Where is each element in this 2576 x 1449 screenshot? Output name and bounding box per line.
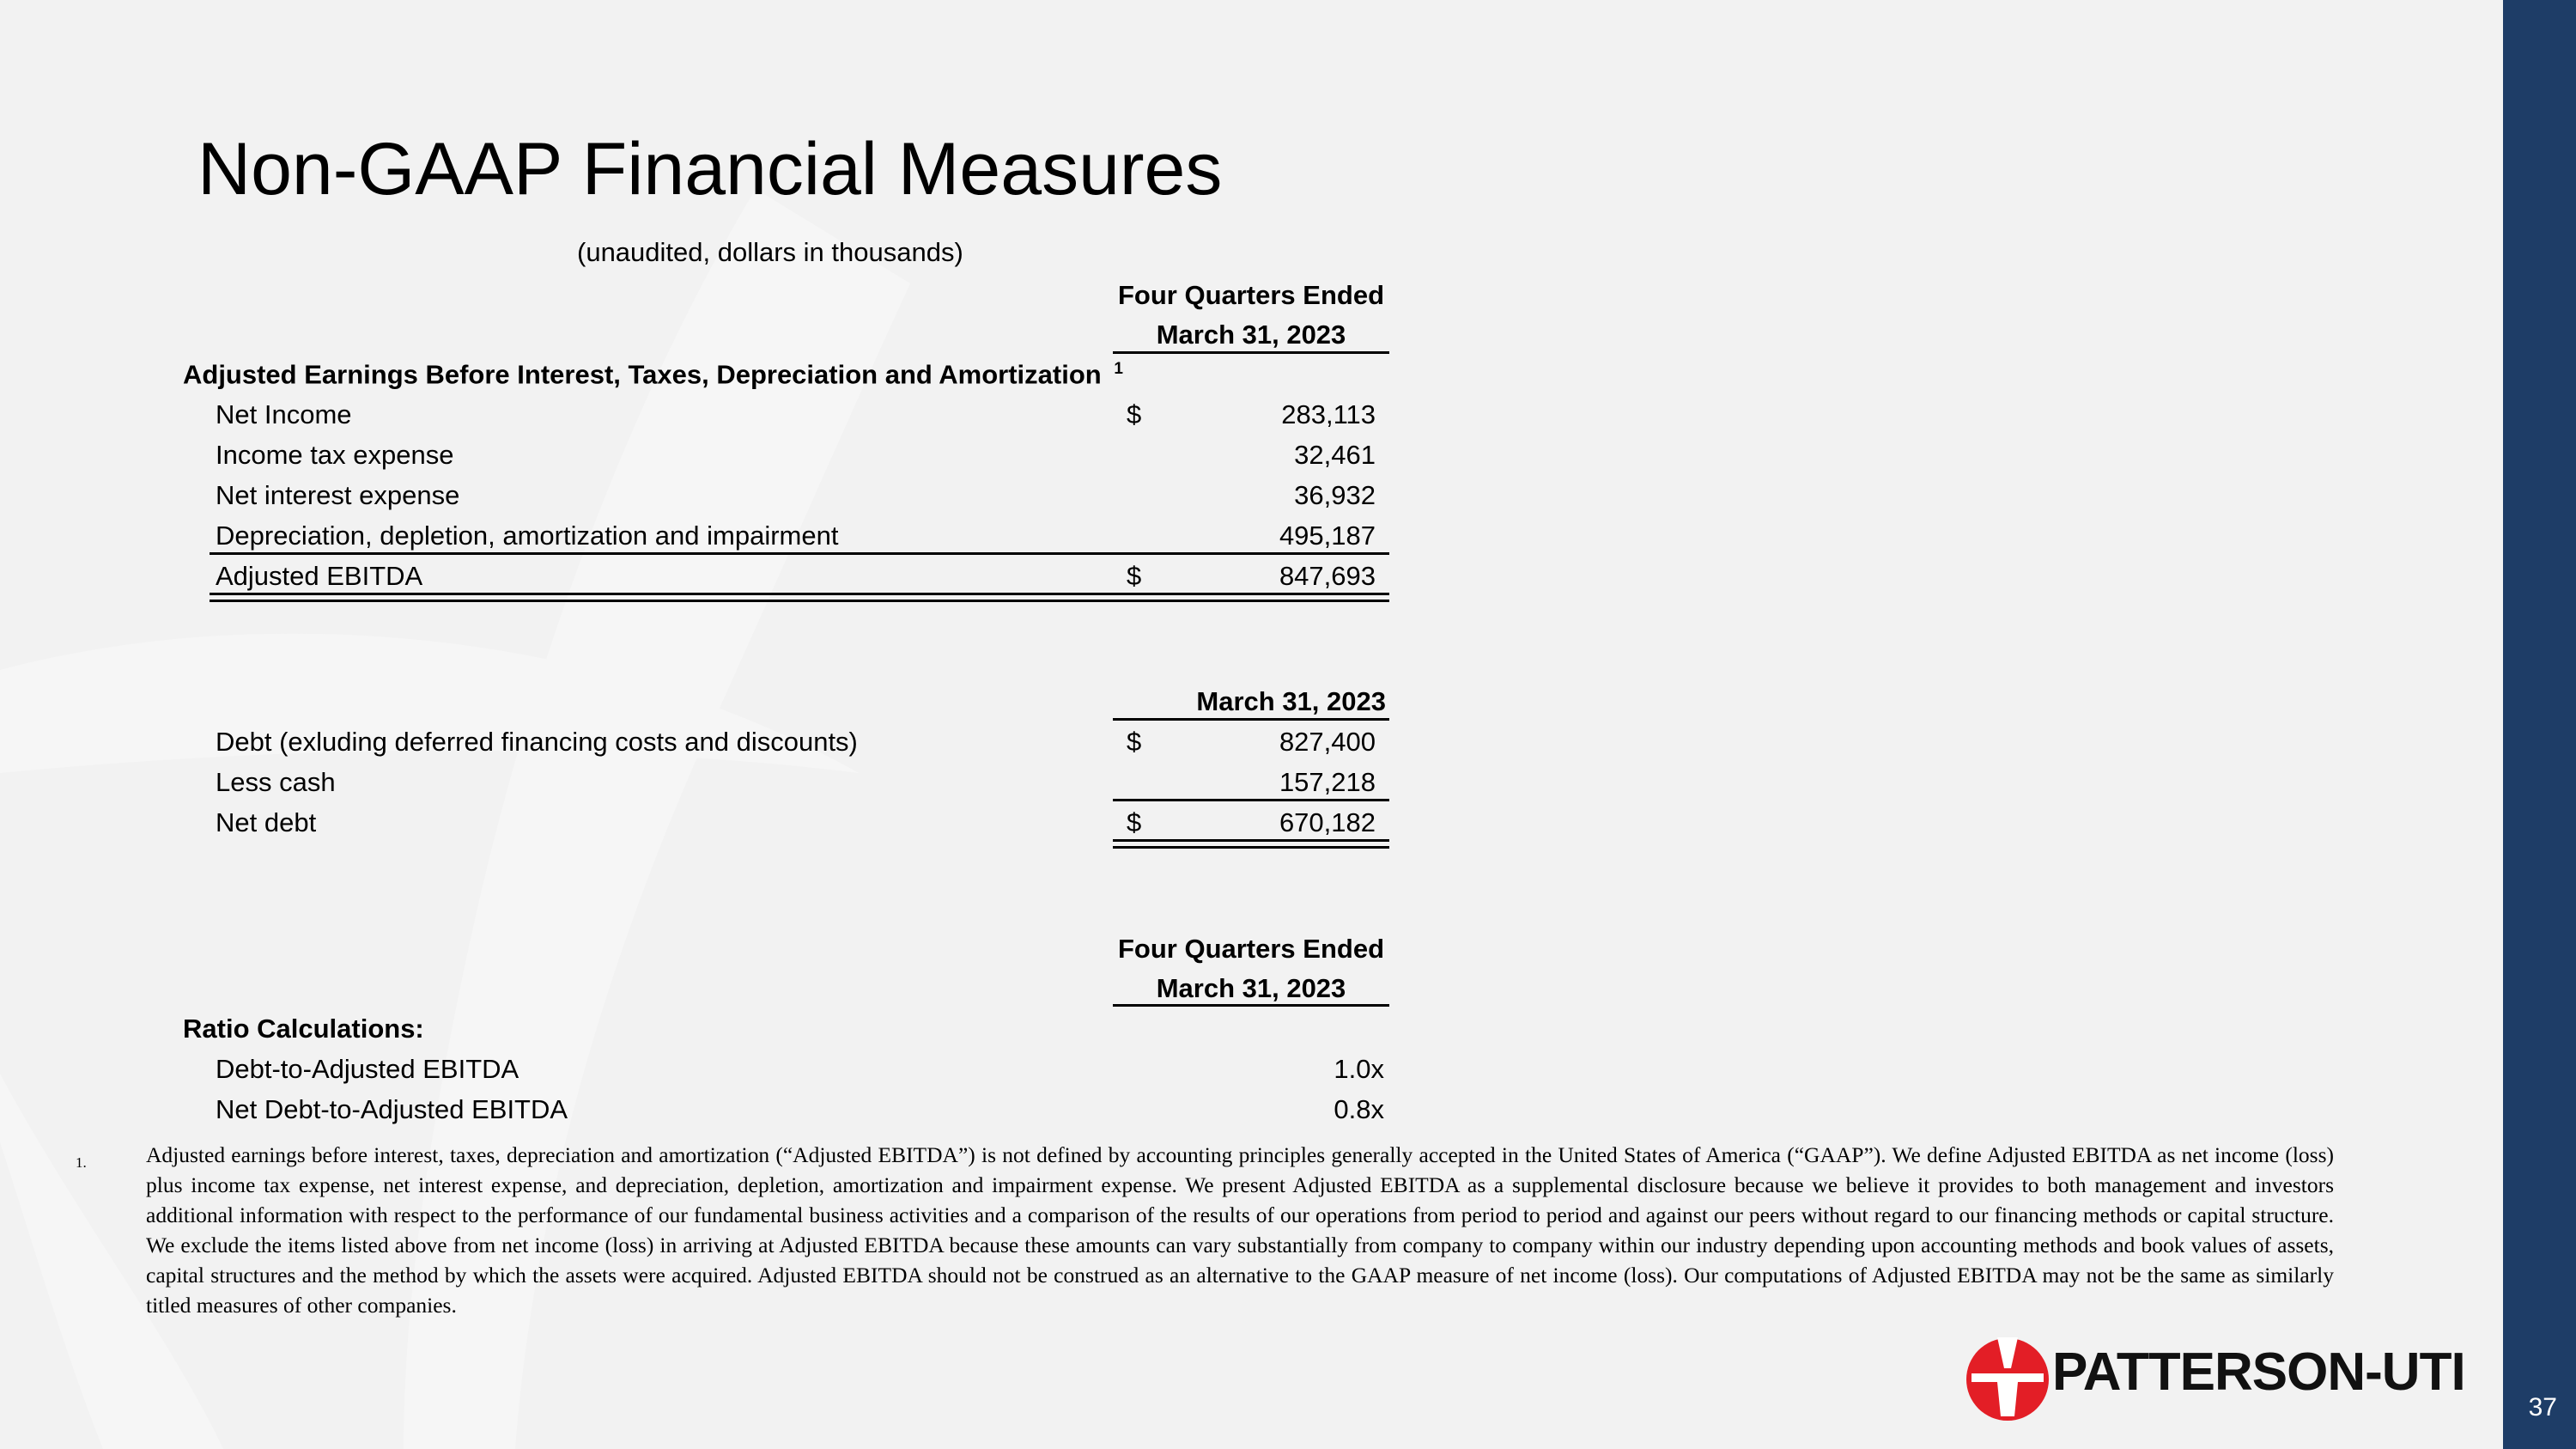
ebitda-row-value: 495,187 <box>1279 521 1376 551</box>
ebitda-row-value: 283,113 <box>1281 399 1376 429</box>
ebitda-row-currency: $ <box>1127 399 1142 429</box>
ebitda-header-line1: Four Quarters Ended <box>1117 280 1385 310</box>
net-debt-subtotal-rule <box>1113 799 1389 801</box>
ebitda-row-label: Income tax expense <box>216 440 454 470</box>
net-debt-row-currency: $ <box>1127 727 1142 757</box>
footnote-number: 1. <box>76 1154 87 1171</box>
net-debt-double-rule <box>1113 839 1389 849</box>
net-debt-row-label: Less cash <box>216 767 336 797</box>
subtotal-rule <box>210 552 1389 555</box>
ratio-row-label: Debt-to-Adjusted EBITDA <box>216 1054 519 1084</box>
net-debt-row-value: 157,218 <box>1279 767 1376 797</box>
page-title: Non-GAAP Financial Measures <box>197 128 1223 210</box>
ratios-header-underline <box>1113 1004 1389 1007</box>
ratios-header-line1: Four Quarters Ended <box>1117 934 1385 964</box>
footnote-text: Adjusted earnings before interest, taxes, depreciation and amortization (“Adjusted EBITDA”) is not defined by accounting principles generally accepted in the United States of America (“GAAP”). We define Adjusted EBITDA as net income (loss) plus income tax expense, net interest expense, and depreciation, depletion, amortization and impairment expense. We present Adjusted EBITDA as a supplemental disclosure because we believe it provides to both management and investors additional information with respect to the performance of our fundamental business activities and a comparison of the results of our operations from period to period and against our peers without regard to our financing methods or capital structure. We exclude the items listed above from net income (loss) in arriving at Adjusted EBITDA because these amounts can vary substantially from company to company within our industry depending upon accounting methods and book values of assets, capital structures and the method by which the assets were acquired. Adjusted EBITDA should not be construed as an alternative to the GAAP measure of net income (loss). Our computations of Adjusted EBITDA may not be the same as similarly titled measures of other companies. <box>146 1142 2334 1318</box>
ebitda-row-value: 32,461 <box>1294 440 1376 470</box>
net-debt-total-label: Net debt <box>216 807 317 837</box>
ratio-row-label: Net Debt-to-Adjusted EBITDA <box>216 1094 568 1124</box>
ebitda-row-value: 36,932 <box>1294 480 1376 510</box>
page-subtitle: (unaudited, dollars in thousands) <box>577 237 963 267</box>
ratio-row-value: 1.0x <box>1334 1054 1384 1084</box>
adjusted-ebitda-value: 847,693 <box>1279 561 1376 591</box>
side-accent-bar <box>2503 0 2576 1449</box>
net-debt-header: March 31, 2023 <box>1196 686 1386 716</box>
net-debt-total-currency: $ <box>1127 807 1142 837</box>
ebitda-header-underline <box>1113 351 1389 354</box>
ratios-section-label: Ratio Calculations: <box>183 1014 424 1044</box>
net-debt-row-label: Debt (exluding deferred financing costs and discounts) <box>216 727 858 757</box>
company-logo-text: PATTERSON-UTI <box>2052 1342 2465 1402</box>
ebitda-row-label: Net interest expense <box>216 480 460 510</box>
adjusted-ebitda-currency: $ <box>1127 561 1142 591</box>
net-debt-row-value: 827,400 <box>1279 727 1376 757</box>
ebitda-section-label: Adjusted Earnings Before Interest, Taxes, Depreciation and Amortization $^1$ <box>183 359 1123 390</box>
total-double-rule <box>210 593 1389 602</box>
page-number: 37 <box>2528 1393 2557 1422</box>
ebitda-row-label: Net Income <box>216 399 352 429</box>
net-debt-total-value: 670,182 <box>1279 807 1376 837</box>
footnote-ref: 1 <box>1114 360 1123 378</box>
adjusted-ebitda-label: Adjusted EBITDA <box>216 561 423 591</box>
net-debt-header-underline <box>1113 718 1389 721</box>
ratio-row-value: 0.8x <box>1334 1094 1384 1124</box>
ratios-header-line2: March 31, 2023 <box>1156 973 1346 1003</box>
ebitda-row-label: Depreciation, depletion, amortization and impairment <box>216 521 839 551</box>
ebitda-header-line2: March 31, 2023 <box>1156 320 1346 350</box>
